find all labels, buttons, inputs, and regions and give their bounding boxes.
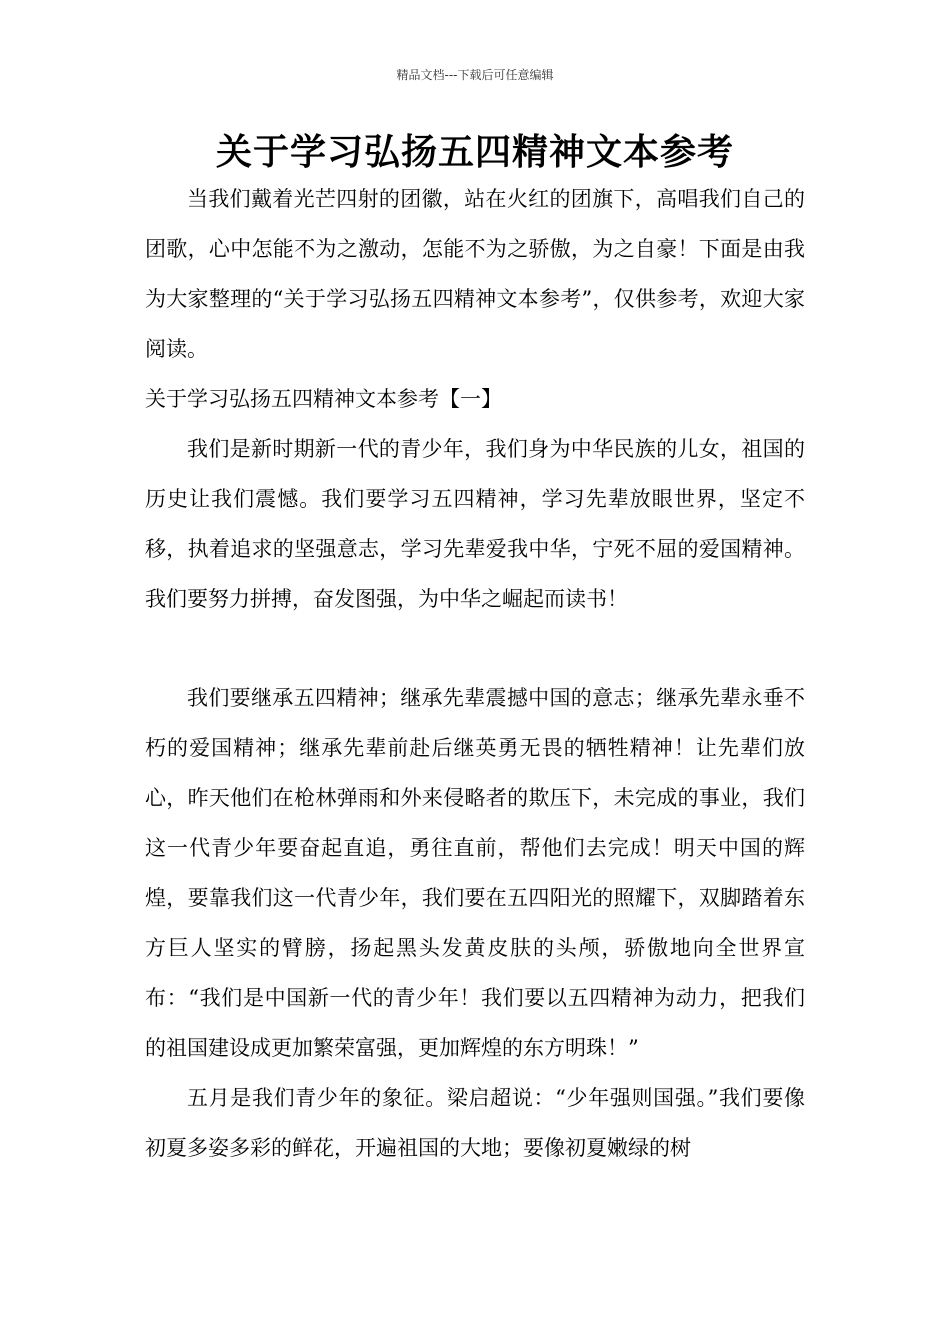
body-paragraph-1: 我们是新时期新一代的青少年，我们身为中华民族的儿女，祖国的历史让我们震憾。我们要学习五四精神，学习先辈放眼世界，坚定不移，执着追求的坚强意志，学习先辈爱我中华，宁死不屈的爱国精神。我们要努力拼搏，奋发图强，为中华之崛起而读书！ [145,437,805,611]
intro-block [145,174,805,624]
document-title: 关于学习弘扬五四精神文本参考 [215,132,734,173]
body-paragraph-3: 五月是我们青少年的象征。梁启超说：“少年强则国强。”我们要像初夏多姿多彩的鲜花，开遍祖国的大地；要像初夏嫩绿的树 [145,1086,805,1160]
intro-paragraph: 当我们戴着光芒四射的团徽，站在火红的团旗下，高唱我们自己的团歌，心中怎能不为之激动，怎能不为之骄傲，为之自豪！下面是由我为大家整理的“关于学习弘扬五四精神文本参考”，仅供参考，欢迎大家阅读。 [145,187,805,361]
section-heading: 关于学习弘扬五四精神文本参考【一】 [145,387,502,411]
header-note: 精品文档---下载后可任意编辑 [396,68,554,82]
body-paragraph-2: 我们要继承五四精神；继承先辈震撼中国的意志；继承先辈永垂不朽的爱国精神；继承先辈前赴后继英勇无畏的牺牲精神！让先辈们放心，昨天他们在枪林弹雨和外来侵略者的欺压下，未完成的事业，我们这一代青少年要奋起直追，勇往直前，帮他们去完成！明天中国的辉煌，要靠我们这一代青少年，我们要在五四阳光的照耀下，双脚踏着东方巨人坚实的臂膀，扬起黑头发黄皮肤的头颅，骄傲地向全世界宣布：“我们是中国新一代的青少年！我们要以五四精神为动力，把我们的祖国建设成更加繁荣富强，更加辉煌的东方明珠！” [145,686,805,1060]
body-block [145,673,805,1173]
